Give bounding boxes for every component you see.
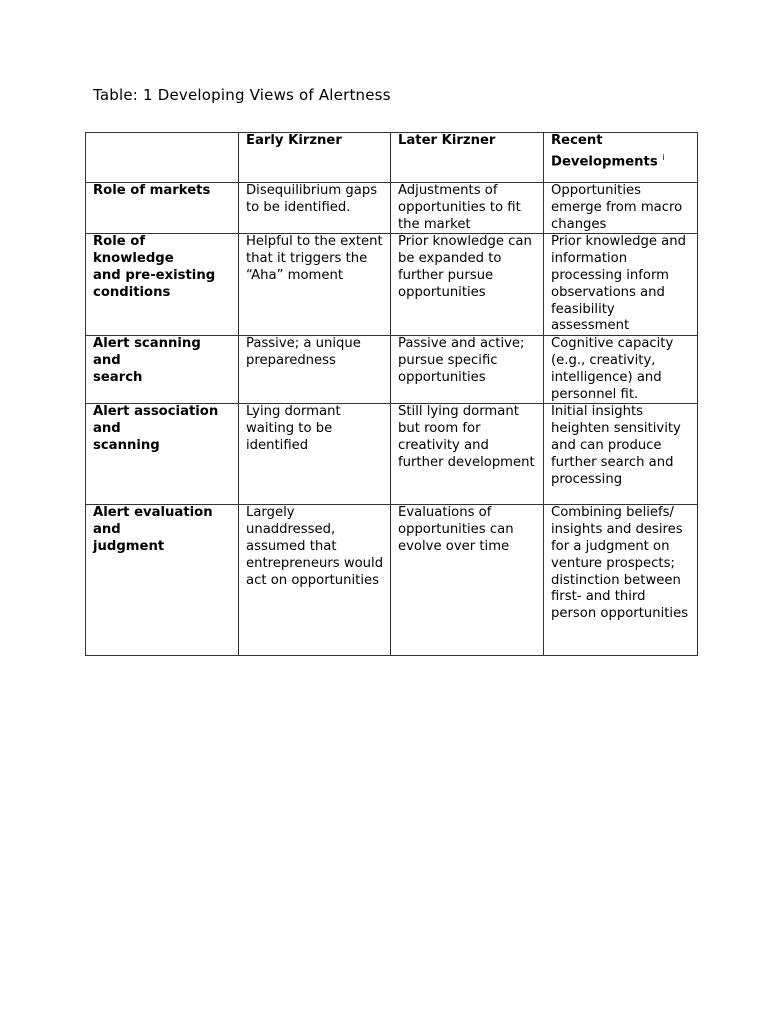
header-cell-empty	[86, 133, 239, 183]
table-cell: Helpful to the extent that it triggers the “Aha” moment	[239, 234, 391, 336]
table-cell: Disequilibrium gaps to be identified.	[239, 183, 391, 234]
row-label-alert-scanning: Alert scanning and search	[86, 336, 239, 404]
table-cell: Evaluations of opportunities can evolve over time	[391, 505, 544, 656]
table-cell: Prior knowledge can be expanded to further pursue opportunities	[391, 234, 544, 336]
table-cell: Lying dormant waiting to be identified	[239, 404, 391, 505]
row-label-alert-association: Alert association and scanning	[86, 404, 239, 505]
row-label-role-of-markets: Role of markets	[86, 183, 239, 234]
table-cell: Passive; a unique preparedness	[239, 336, 391, 404]
table-cell: Prior knowledge and information processing inform observations and feasibility assessment	[544, 234, 698, 336]
table-cell: Still lying dormant but room for creativity and further development	[391, 404, 544, 505]
table-row	[86, 183, 698, 234]
table-row	[86, 336, 698, 404]
table-cell: Adjustments of opportunities to fit the market	[391, 183, 544, 234]
table-cell: Largely unaddressed, assumed that entrepreneurs would act on opportunities	[239, 505, 391, 656]
header-cell-later-kirzner: Later Kirzner	[391, 133, 544, 183]
alertness-table	[85, 132, 698, 656]
table-row	[86, 404, 698, 505]
table-row	[86, 234, 698, 336]
table-cell: Initial insights heighten sensitivity and can produce further search and processing	[544, 404, 698, 505]
table-cell: Cognitive capacity (e.g., creativity, intelligence) and personnel fit.	[544, 336, 698, 404]
table-row	[86, 505, 698, 656]
header-recent-label: Recent Developments	[551, 133, 658, 170]
header-cell-early-kirzner: Early Kirzner	[239, 133, 391, 183]
table-cell: Combining beliefs/ insights and desires for a judgment on venture prospects; distinction between first- and third person opportunities	[544, 505, 698, 656]
table-title: Table: 1 Developing Views of Alertness	[93, 86, 391, 104]
table-cell: Passive and active; pursue specific opportunities	[391, 336, 544, 404]
header-cell-recent-developments	[544, 133, 698, 183]
table-cell: Opportunities emerge from macro changes	[544, 183, 698, 234]
row-label-role-of-knowledge: Role of knowledge and pre-existing conditions	[86, 234, 239, 336]
footnote-marker: i	[662, 152, 665, 162]
row-label-alert-evaluation: Alert evaluation and judgment	[86, 505, 239, 656]
table-header-row	[86, 133, 698, 183]
